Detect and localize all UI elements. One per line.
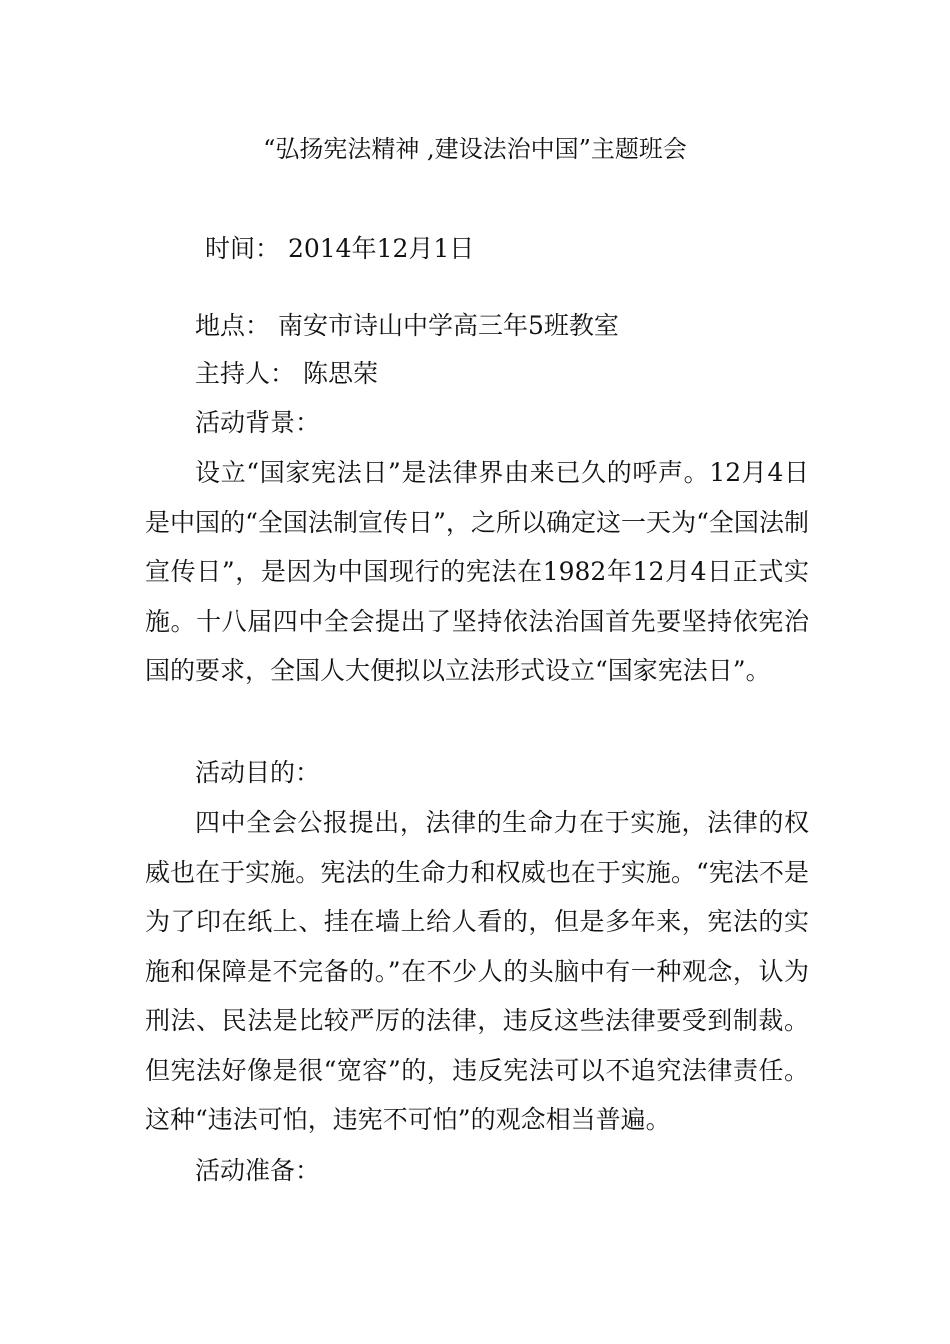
purpose-paragraph: 四中全会公报提出，法律的生命力在于实施，法律的权威也在于实施。宪法的生命力和权威也在于实施。“宪法不是为了印在纸上、挂在墙上给人看的，但是多年来，宪法的实施和保障是不完备的。”在不少人的头脑中有一种观念，认为刑法、民法是比较严厉的法律，违反这些法律要受到制裁。但宪法好像是很“宽容”的，违反宪法可以不追究法律责任。这种“违法可怕，违宪不可怕”的观念相当普遍。 bbox=[145, 808, 809, 1134]
background-paragraph: 设立“国家宪法日”是法律界由来已久的呼声。12月4日是中国的“全国法制宣传日”，之所以确定这一天为“全国法制宣传日”，是因为中国现行的宪法在1982年12月4日正式实施。十八届四中全会提出了坚持依法治国首先要坚持依宪治国的要求，全国人大便拟以立法形式设立“国家宪法日”。 bbox=[145, 458, 809, 685]
time-line: 时间： 2014年12月1日 bbox=[205, 234, 475, 263]
preparation-heading: 活动准备： bbox=[195, 1156, 321, 1185]
background-heading: 活动背景： bbox=[195, 408, 321, 437]
host-line: 主持人： 陈思荣 bbox=[195, 359, 378, 388]
document-title: “弘扬宪法精神 ,建设法治中国”主题班会 bbox=[263, 135, 687, 163]
place-line: 地点： 南安市诗山中学高三年5班教室 bbox=[195, 311, 619, 340]
purpose-heading: 活动目的： bbox=[195, 758, 321, 787]
